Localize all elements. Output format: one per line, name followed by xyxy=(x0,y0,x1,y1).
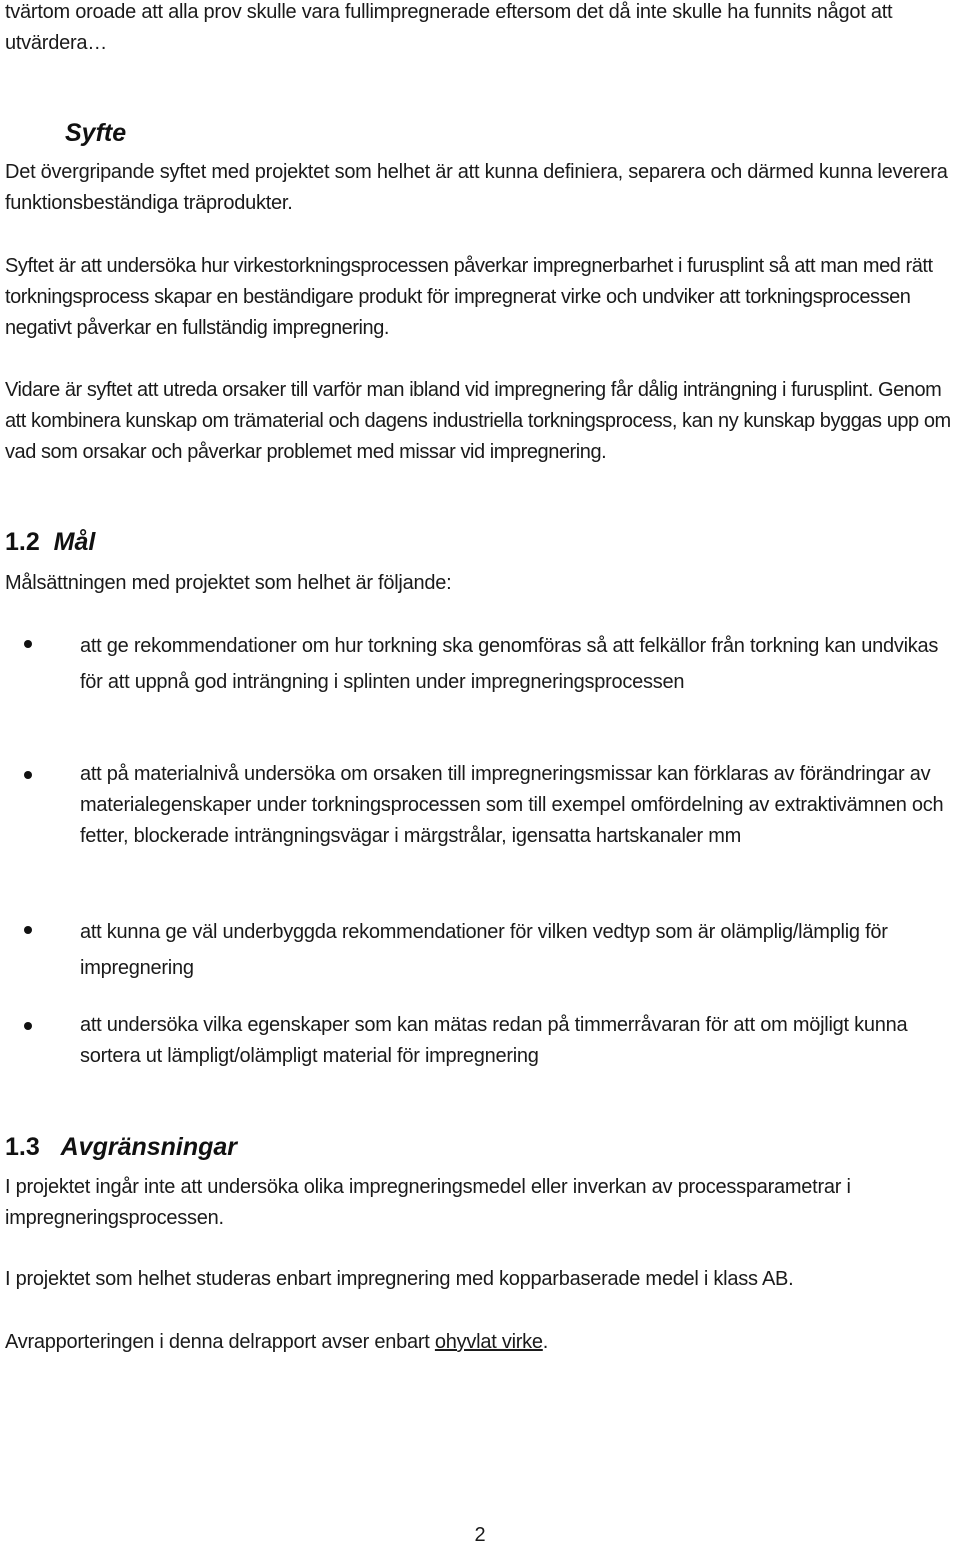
mal-heading-title: Mål xyxy=(53,528,96,556)
underlined-term: ohyvlat virke xyxy=(434,1331,543,1353)
mal-heading xyxy=(5,526,955,558)
avgransningar-paragraph-1: I projektet ingår inte att undersöka olika impregneringsmedel eller inverkan av processparametrar i impregneringsprocessen. xyxy=(5,1176,851,1229)
mal-heading-number: 1.2 xyxy=(5,528,40,556)
page-number: 2 xyxy=(474,1524,486,1546)
avgransningar-heading xyxy=(5,1131,955,1163)
intro-paragraph: tvärtom oroade att alla prov skulle vara fullimpregnerade eftersom det då inte skulle ha funnits något att utvärdera… xyxy=(5,1,893,54)
paragraph-3-text: Avrapporteringen i denna delrapport avser enbart xyxy=(5,1331,435,1353)
bullet-icon xyxy=(24,640,32,648)
avgransningar-paragraph-2: I projektet som helhet studeras enbart impregnering med kopparbaserade medel i klass AB. xyxy=(5,1268,794,1290)
syfte-paragraph-3: Vidare är syftet att utreda orsaker till varför man ibland vid impregnering får dålig inträngning i furusplint. Genom att kombinera kunskap om trämaterial och dagens industriella torkningsprocess, kan ny kunskap byggas upp om vad som orsakar och påverkar problemet med missar vid impregnering. xyxy=(5,379,951,463)
paragraph-3-end: . xyxy=(542,1331,549,1353)
bullet-icon xyxy=(24,926,32,934)
syfte-paragraph-2: Syftet är att undersöka hur virkestorkningsprocessen påverkar impregnerbarhet i furusplint så att man med rätt torkningsprocess skapar en beständigare produkt för impregnerat virke och undviker att torkningsprocessen negativt påverkar en fullständig impregnering. xyxy=(5,255,933,339)
goal-text: att kunna ge väl underbyggda rekommendationer för vilken vedtyp som är olämplig/lämplig för impregnering xyxy=(80,921,888,979)
avgransningar-heading-number: 1.3 xyxy=(5,1133,40,1161)
bullet-icon xyxy=(24,771,32,779)
syfte-heading: Syfte xyxy=(65,119,127,147)
syfte-paragraph-1: Det övergripande syftet med projektet som helhet är att kunna definiera, separera och därmed kunna leverera funktionsbeständiga träprodukter. xyxy=(5,161,948,214)
avgransningar-heading-title: Avgränsningar xyxy=(60,1133,238,1161)
goal-text: att på materialnivå undersöka om orsaken till impregneringsmissar kan förklaras av förändringar av materialegenskaper under torkningsprocessen som till exempel omfördelning av extraktivämnen och fetter, blockerade inträngningsvägar i märgstrålar, igensatta hartskanaler mm xyxy=(80,763,944,847)
mal-intro: Målsättningen med projektet som helhet är följande: xyxy=(5,572,452,594)
goal-text: att undersöka vilka egenskaper som kan mätas redan på timmerråvaran för att om möjligt kunna sortera ut lämpligt/olämpligt material för impregnering xyxy=(80,1014,908,1067)
avgransningar-paragraph-3 xyxy=(5,1327,955,1358)
bullet-icon xyxy=(24,1022,32,1030)
goal-text: att ge rekommendationer om hur torkning ska genomföras så att felkällor från torkning kan undvikas för att uppnå god inträngning i splinten under impregneringsprocessen xyxy=(80,635,939,693)
